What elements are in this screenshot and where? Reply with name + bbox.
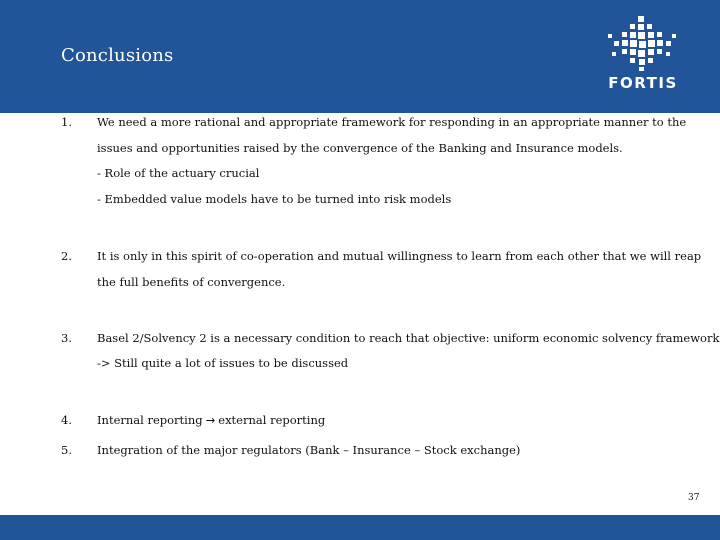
list-item-text: It is only in this spirit of co-operation and mutual willingness to learn from each other that we will reap bbox=[97, 249, 702, 263]
list-item-text: the full benefits of convergence. bbox=[97, 275, 286, 289]
right-arrow-icon: → bbox=[205, 413, 216, 427]
slide-title: Conclusions bbox=[61, 45, 174, 66]
list-item-text: Basel 2/Solvency 2 is a necessary condition to reach that objective: uniform economic solvency framework bbox=[97, 331, 720, 345]
list-number: 1. bbox=[61, 115, 72, 129]
external-reporting-label: external reporting bbox=[218, 413, 326, 427]
page-number: 37 bbox=[688, 493, 700, 503]
list-item-subpoint: - Role of the actuary crucial bbox=[97, 166, 260, 180]
list-number: 5. bbox=[61, 443, 72, 457]
logo-wordmark: FORTIS bbox=[608, 74, 678, 92]
list-item-text: issues and opportunities raised by the convergence of the Banking and Insurance models. bbox=[97, 141, 623, 155]
list-item-text: Integration of the major regulators (Bank – Insurance – Stock exchange) bbox=[97, 443, 521, 457]
list-number: 4. bbox=[61, 413, 72, 427]
footer-bar bbox=[0, 515, 720, 540]
internal-reporting-label: Internal reporting bbox=[97, 413, 203, 427]
list-item-text bbox=[97, 413, 325, 427]
list-item-subpoint: -> Still quite a lot of issues to be discussed bbox=[97, 356, 349, 370]
list-number: 3. bbox=[61, 331, 72, 345]
list-number: 2. bbox=[61, 249, 72, 263]
list-item-subpoint: - Embedded value models have to be turned into risk models bbox=[97, 192, 452, 206]
list-item-text: We need a more rational and appropriate framework for responding in an appropriate manner to the bbox=[97, 115, 687, 129]
